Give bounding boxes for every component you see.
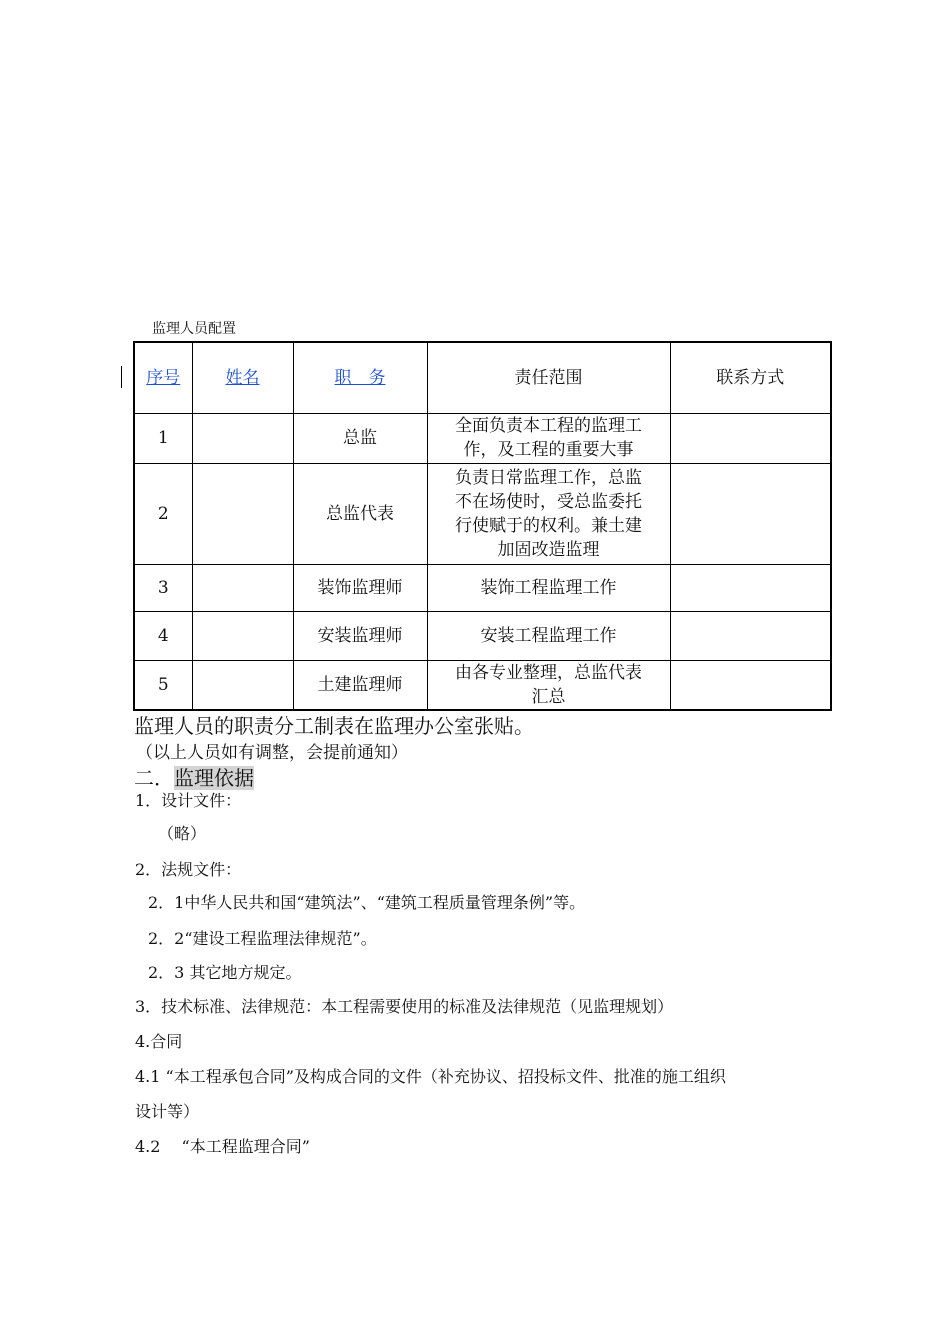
section-number: 二． — [134, 766, 174, 790]
section-heading — [134, 762, 254, 791]
scope-line: 安装工程监理工作 — [480, 625, 617, 646]
basis-line: 设计等） — [135, 1102, 200, 1121]
cell-contact — [670, 660, 831, 710]
table-row — [134, 463, 831, 564]
scope-line: 负责日常监理工作，总监 — [455, 467, 642, 488]
cell-serial: 4 — [134, 611, 192, 660]
cell-scope — [427, 660, 670, 710]
table-row — [134, 660, 831, 710]
cell-contact — [670, 463, 831, 564]
cell-scope — [427, 463, 670, 564]
table-row — [134, 611, 831, 660]
cell-name — [192, 413, 293, 463]
table-caption: 监理人员配置 — [152, 321, 236, 337]
adjust-note: （以上人员如有调整，会提前通知） — [136, 743, 408, 763]
basis-line: 2．1中华人民共和国“建筑法”、“建筑工程质量管理条例”等。 — [148, 893, 586, 912]
basis-line: 4.1 “本工程承包合同”及构成合同的文件（补充协议、招投标文件、批准的施工组织 — [135, 1067, 726, 1086]
header-contact: 联系方式 — [670, 342, 831, 413]
scope-line: 汇总 — [531, 686, 566, 707]
cell-position: 总监代表 — [293, 463, 427, 564]
cell-position: 土建监理师 — [293, 660, 427, 710]
basis-line: 3．技术标准、法律规范：本工程需要使用的标准及法律规范（见监理规划） — [135, 997, 674, 1016]
cell-contact — [670, 413, 831, 463]
scope-line: 全面负责本工程的监理工 — [455, 416, 642, 436]
cell-serial: 3 — [134, 564, 192, 611]
cell-serial: 5 — [134, 660, 192, 710]
cell-position: 总监 — [293, 413, 427, 463]
cell-name — [192, 660, 293, 710]
header-scope: 责任范围 — [427, 342, 670, 413]
cell-contact — [670, 564, 831, 611]
basis-line: 2．3 其它地方规定。 — [148, 963, 302, 982]
basis-line: 1．设计文件： — [135, 791, 242, 810]
table-row — [134, 413, 831, 463]
posting-note: 监理人员的职责分工制表在监理办公室张贴。 — [134, 714, 534, 738]
basis-line: 4.2 “本工程监理合同” — [135, 1137, 310, 1156]
cell-position: 安装监理师 — [293, 611, 427, 660]
cell-scope — [427, 564, 670, 611]
scope-line: 由各专业整理，总监代表 — [455, 662, 642, 683]
basis-line: 2．法规文件： — [135, 860, 242, 879]
staff-table — [133, 341, 832, 711]
scope-line: 行使赋于的权利。兼土建 — [455, 515, 642, 536]
header-name-link[interactable]: 姓名 — [192, 342, 293, 413]
header-position-link[interactable]: 职 务 — [293, 342, 427, 413]
cell-name — [192, 564, 293, 611]
basis-line: 4.合同 — [135, 1032, 183, 1051]
table-row — [134, 564, 831, 611]
header-serial-link[interactable]: 序号 — [134, 342, 192, 413]
cell-scope — [427, 413, 670, 463]
cell-serial: 1 — [134, 413, 192, 463]
basis-line: （略） — [158, 824, 207, 843]
scope-line: 不在场使时，受总监委托 — [455, 491, 642, 512]
cell-serial: 2 — [134, 463, 192, 564]
cell-position: 装饰监理师 — [293, 564, 427, 611]
scope-line: 装饰工程监理工作 — [480, 577, 617, 598]
cell-contact — [670, 611, 831, 660]
cell-name — [192, 463, 293, 564]
scope-line: 作，及工程的重要大事 — [463, 440, 634, 460]
basis-line: 2．2“建设工程监理法律规范”。 — [148, 929, 377, 948]
text-cursor-marker — [121, 366, 122, 388]
table-header-row — [134, 342, 831, 413]
cell-scope — [427, 611, 670, 660]
scope-line: 加固改造监理 — [497, 539, 600, 560]
section-title: 监理依据 — [174, 766, 254, 790]
cell-name — [192, 611, 293, 660]
